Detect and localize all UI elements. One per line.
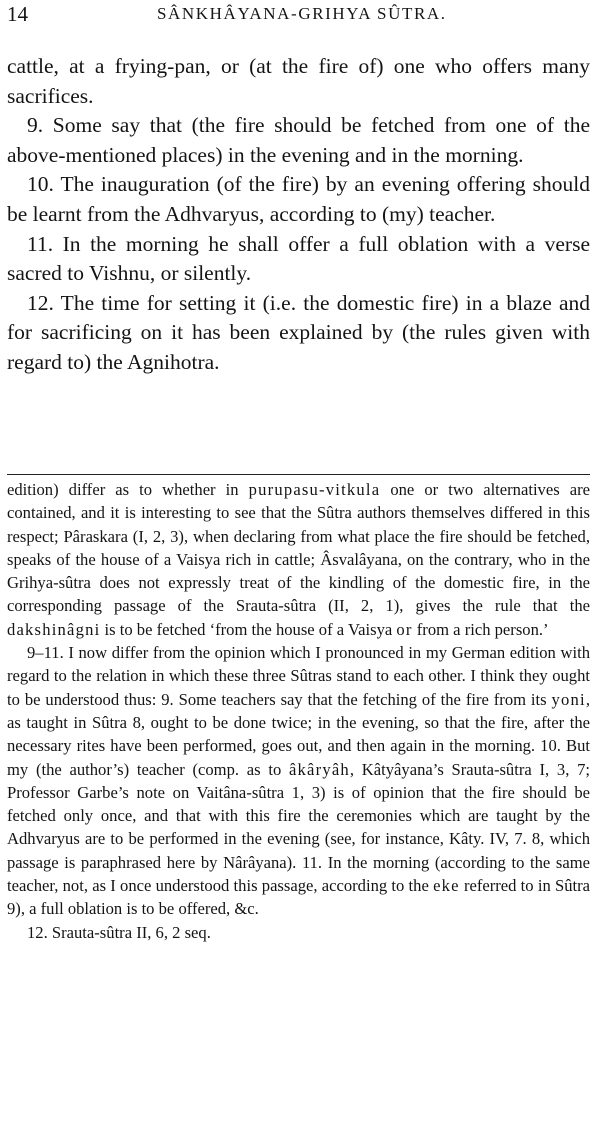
main-paragraph-continued: cattle, at a frying-pan, or (at the fire of) one who offers many sacrifices. xyxy=(7,54,590,108)
note-text: from a rich person.’ xyxy=(412,619,549,639)
note-term: yoni xyxy=(551,689,586,709)
note-text: 9–11. I now differ from the opinion which I pronounced in my German edition with regard to the relation in which these three Sûtras stand to each other. I think they ought to be understood thus: 9. Some teachers say that the fetching of the fire from its xyxy=(7,643,590,709)
main-text xyxy=(7,52,590,378)
note-term: âkâryâh xyxy=(288,759,350,779)
sutra-11: 11. In the morning he shall offer a full oblation with a verse sacred to Vishnu, or silently. xyxy=(7,231,590,286)
note-text: , as taught in Sûtra 8, ought to be done twice; in the evening, so that the fire, after the necessary rites have been performed, goes out, and then again in the morning. 10. But my (the author’s) teacher (comp. as to xyxy=(7,689,590,779)
footnote-12: 12. Srauta-sûtra II, 6, 2 seq. xyxy=(27,922,211,942)
note-text: one or two alternatives are contained, and it is interesting to see that the Sûtra authors themselves differed in this respect; Pâraskara (I, 2, 3), when declaring from what place the fire should be fetched, speaks of the house of a Vaisya rich in cattle; Âsvalâyana, on the contrary, who in the Grihya-sûtra does not expressly treat of the kindling of the domestic fire, in the corresponding passage of the Srauta-sûtra (II, 2, 1), gives the rule that the xyxy=(7,480,590,616)
note-term: dakshinâgni xyxy=(7,619,101,639)
note-text: , Kâtyâyana’s Srauta-sûtra I, 3, 7; Professor Garbe’s note on Vaitâna-sûtra 1, 3) is of opinion that the fire should be fetched only once, and that with this fire the ceremonies which are taught by the Adhvaryus are to be performed in the evening (see, for instance, Kâty. IV, 7. 8, which passage is paraphrased here by Nârâyana). 11. In the morning (according to the same teacher, not, as I once understood this passage, according to the xyxy=(7,759,590,896)
sutra-9: 9. Some say that (the fire should be fetched from one of the above-mentioned places) in the evening and in the morning. xyxy=(7,113,590,167)
note-term: or xyxy=(396,619,413,639)
page-header xyxy=(7,0,590,36)
note-text: is to be fetched ‘from the house of a Vaisya xyxy=(100,619,397,639)
note-term: purupasu-vitkula xyxy=(248,480,381,499)
note-term: eke xyxy=(433,876,460,896)
footnote-continued xyxy=(7,478,590,641)
running-title: SÂNKHÂYANA-GRIHYA SÛTRA. xyxy=(157,4,447,23)
sutra-12: 12. The time for setting it (i.e. the domestic fire) in a blaze and for sacrificing on it has been explained by (the rules given with regard to) the Agnihotra. xyxy=(7,290,590,374)
page-number: 14 xyxy=(7,2,28,26)
note-text: edition) differ as to whether in xyxy=(7,480,249,499)
note-text: referred to in Sûtra 9), a full oblation is to be offered, &c. xyxy=(7,876,590,919)
footnote-divider xyxy=(7,474,590,475)
sutra-10: 10. The inauguration (of the fire) by an evening offering should be learnt from the Adhvaryus, according to (my) teacher. xyxy=(7,172,590,226)
footnotes xyxy=(7,478,590,944)
footnote-9-11 xyxy=(7,641,590,921)
